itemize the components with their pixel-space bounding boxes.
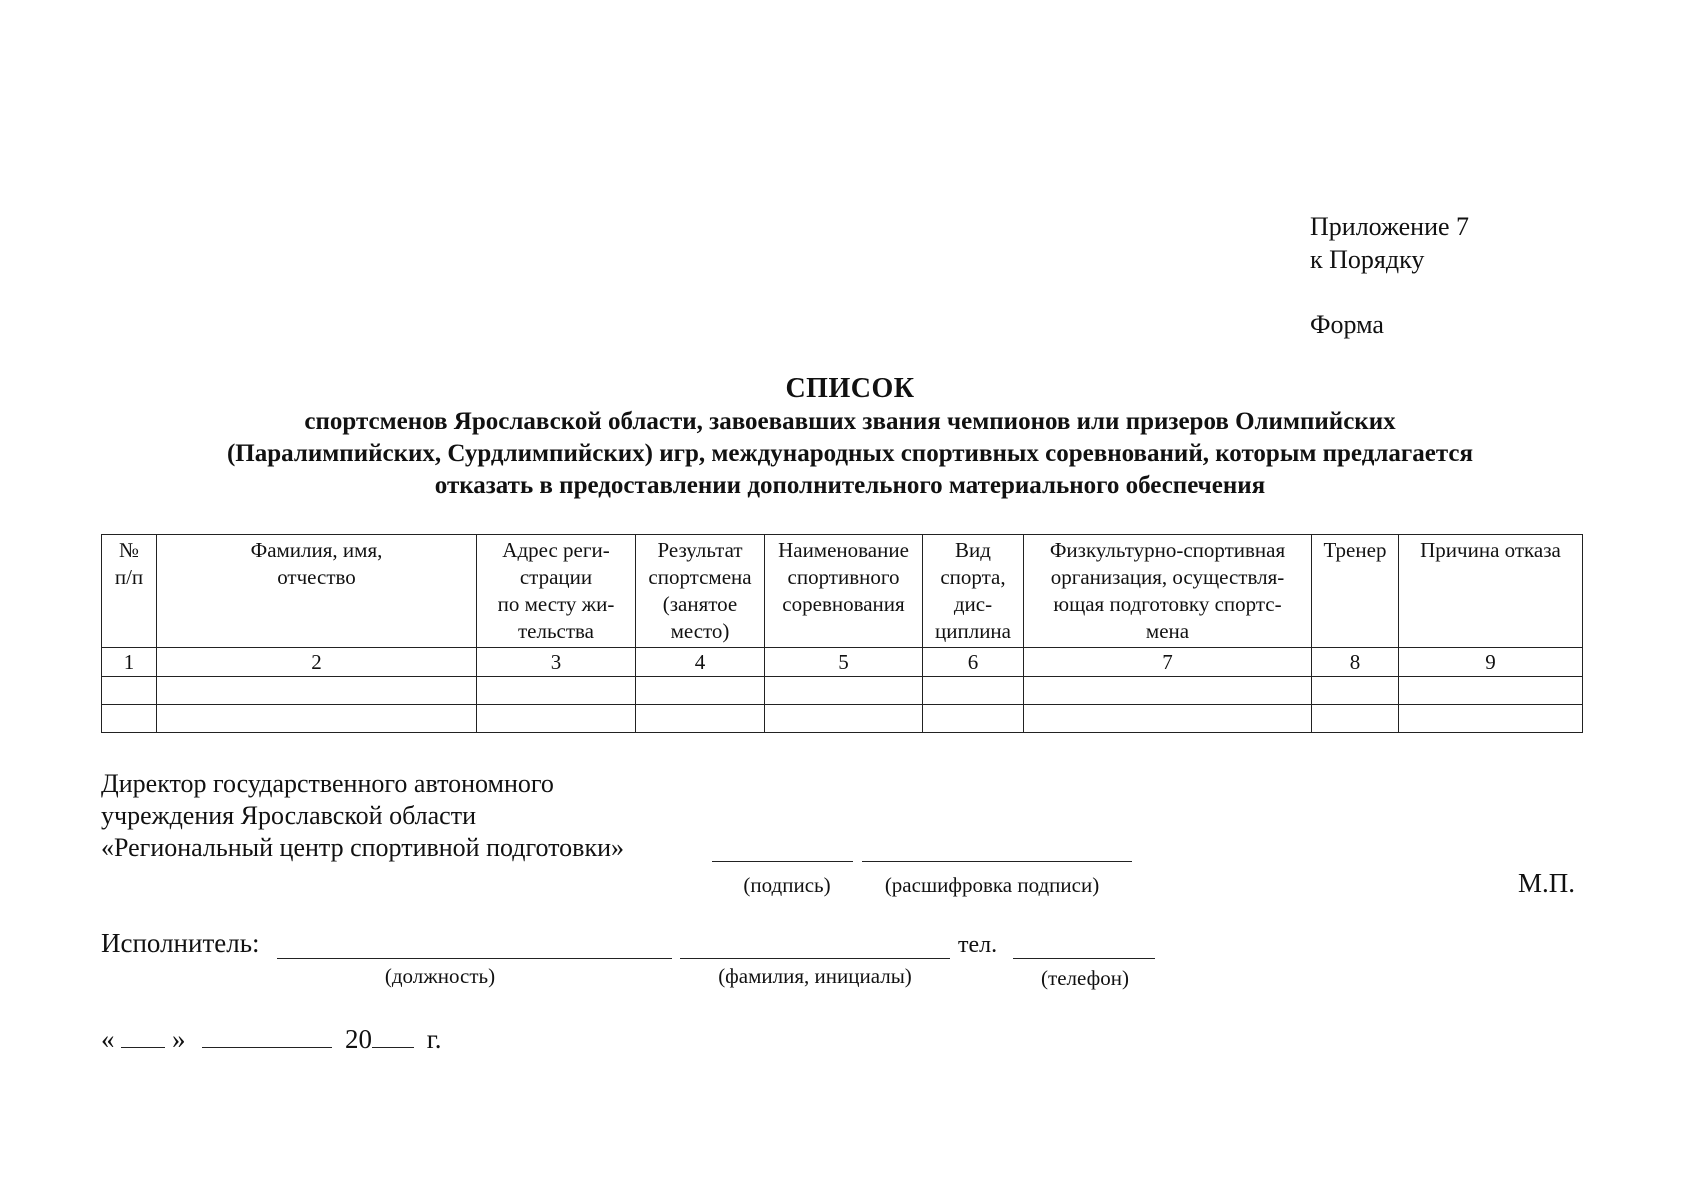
table-number-row — [102, 648, 1583, 677]
header-address: Адрес реги- страции по месту жи- тельства — [477, 535, 636, 648]
column-number: 8 — [1312, 648, 1399, 677]
header-sport: Вид спорта, дис- циплина — [923, 535, 1024, 648]
table-cell — [1399, 705, 1583, 733]
date-open-quote: « — [101, 1024, 115, 1054]
column-number: 6 — [923, 648, 1024, 677]
month-blank — [202, 1047, 332, 1048]
appendix-reference: к Порядку — [1310, 245, 1425, 274]
form-label: Форма — [1310, 310, 1384, 339]
table-cell — [102, 677, 157, 705]
signature-decoding-line — [862, 861, 1132, 862]
title-line-3: отказать в предоставлении дополнительного материального обеспечения — [434, 472, 1266, 499]
phone-caption: (телефон) — [1041, 966, 1129, 990]
table-cell — [1024, 705, 1312, 733]
header-organization: Физкультурно-спортивная организация, осуществля- ющая подготовку спортс- мена — [1024, 535, 1312, 648]
table-row — [102, 705, 1583, 733]
document-title — [100, 372, 1600, 502]
header-coach: Тренер — [1312, 535, 1399, 648]
header-number: № п/п — [102, 535, 157, 648]
phone-label: тел. — [958, 932, 998, 958]
appendix-number: Приложение 7 — [1310, 212, 1470, 241]
director-line-3: «Региональный центр спортивной подготовки» — [101, 833, 624, 862]
table-cell — [765, 677, 923, 705]
position-line — [277, 958, 672, 959]
table-row — [102, 677, 1583, 705]
column-number: 7 — [1024, 648, 1312, 677]
table-cell — [477, 677, 636, 705]
title-main: СПИСОК — [785, 373, 915, 404]
appendix-block — [1310, 210, 1469, 341]
table-cell — [1312, 677, 1399, 705]
athletes-table — [101, 534, 1583, 733]
table-cell — [923, 677, 1024, 705]
header-result: Результат спортсмена (занятое место) — [636, 535, 765, 648]
column-number: 4 — [636, 648, 765, 677]
table-cell — [636, 705, 765, 733]
table-header-row — [102, 535, 1583, 648]
table-cell — [923, 705, 1024, 733]
table-cell — [765, 705, 923, 733]
table-cell — [1399, 677, 1583, 705]
signature-decoding-caption: (расшифровка подписи) — [884, 873, 1100, 897]
director-block — [101, 768, 624, 864]
phone-line — [1013, 958, 1155, 959]
column-number: 2 — [157, 648, 477, 677]
title-line-2: (Паралимпийских, Сурдлимпийских) игр, международных спортивных соревнований, которым предлагается — [226, 440, 1474, 467]
table-cell — [157, 677, 477, 705]
table-cell — [1312, 705, 1399, 733]
name-caption: (фамилия, инициалы) — [718, 964, 912, 988]
table-cell — [477, 705, 636, 733]
header-full-name: Фамилия, имя, отчество — [157, 535, 477, 648]
date-field — [101, 1024, 442, 1055]
director-line-1: Директор государственного автономного — [101, 769, 554, 798]
director-line-2: учреждения Ярославской области — [101, 801, 476, 830]
position-caption: (должность) — [384, 964, 496, 988]
signature-line — [712, 861, 853, 862]
year-blank — [372, 1047, 414, 1048]
name-line — [680, 958, 950, 959]
title-line-1: спортсменов Ярославской области, завоевавших звания чемпионов или призеров Олимпийских — [304, 408, 1396, 435]
column-number: 3 — [477, 648, 636, 677]
column-number: 5 — [765, 648, 923, 677]
executor-label: Исполнитель: — [101, 928, 260, 958]
header-refusal-reason: Причина отказа — [1399, 535, 1583, 648]
table-cell — [636, 677, 765, 705]
column-number: 9 — [1399, 648, 1583, 677]
header-competition: Наименование спортивного соревнования — [765, 535, 923, 648]
stamp-place-label: М.П. — [1518, 868, 1576, 898]
year-suffix: г. — [426, 1024, 442, 1054]
table-cell — [102, 705, 157, 733]
table-cell — [157, 705, 477, 733]
signature-caption: (подпись) — [743, 873, 831, 897]
table-cell — [1024, 677, 1312, 705]
year-prefix: 20 — [345, 1024, 372, 1054]
day-blank — [121, 1047, 165, 1048]
date-close-quote: » — [172, 1024, 186, 1054]
column-number: 1 — [102, 648, 157, 677]
